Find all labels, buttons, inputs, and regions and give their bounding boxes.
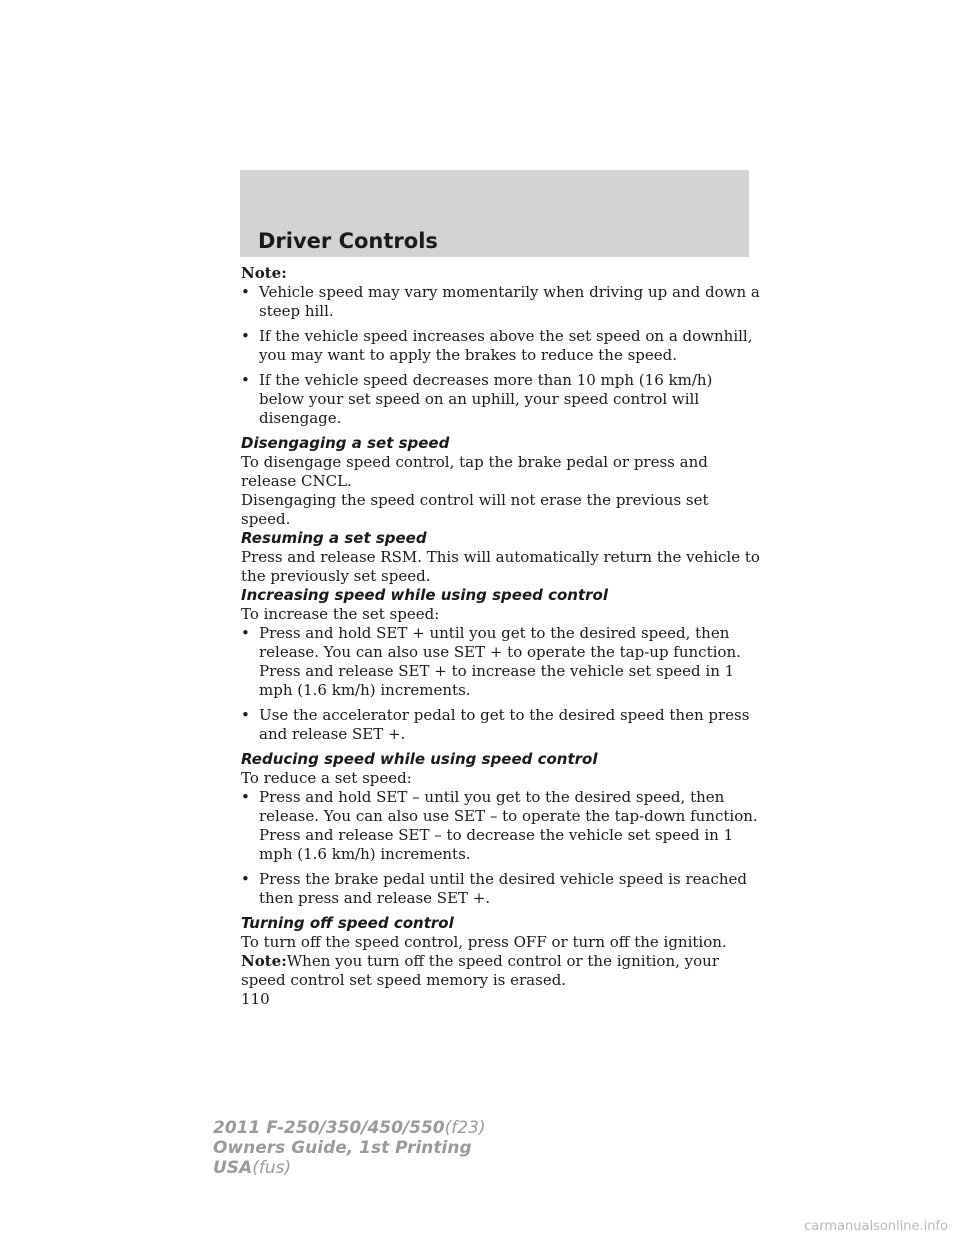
paragraph: To disengage speed control, tap the brake pedal or press and release CNCL. — [241, 453, 708, 490]
paragraph: To reduce a set speed: — [241, 769, 412, 787]
list-item — [241, 788, 761, 864]
note-label: Note: — [241, 952, 287, 970]
bullet-text: If the vehicle speed increases above the set speed on a downhill, you may want to apply the brakes to reduce the speed. — [259, 327, 753, 364]
heading-increasing: Increasing speed while using speed control — [241, 586, 608, 604]
footer-line-2: Owners Guide, 1st Printing — [213, 1138, 472, 1158]
bullet-text: Vehicle speed may vary momentarily when driving up and down a steep hill. — [259, 283, 760, 320]
bullet-icon: • — [241, 870, 250, 888]
list-item — [241, 371, 761, 428]
watermark: carmanualsonline.info — [804, 1219, 948, 1234]
footer-model: 2011 F-250/350/450/550 — [213, 1118, 445, 1138]
list-item — [241, 327, 761, 365]
bullet-text: Press and hold SET + until you get to the desired speed, then release. You can also use SET + to operate the tap-up function. Press and release SET + to increase the vehicle set speed in 1 mph (1.6 km/h) increments. — [259, 624, 741, 699]
bullet-icon: • — [241, 624, 250, 642]
bullet-icon: • — [241, 788, 250, 806]
heading-turning-off: Turning off speed control — [241, 914, 454, 932]
list-item — [241, 283, 761, 321]
footer-region-code: (fus) — [252, 1158, 292, 1178]
footer-model-code: (f23) — [444, 1118, 486, 1138]
footer-region: USA — [213, 1158, 253, 1178]
paragraph: Disengaging the speed control will not erase the previous set speed. — [241, 491, 709, 528]
bullet-text: If the vehicle speed decreases more than 10 mph (16 km/h) below your set speed on an uphill, your speed control will disengage. — [259, 371, 713, 427]
bullet-text: Press and hold SET – until you get to the desired speed, then release. You can also use SET – to operate the tap-down function. Press and release SET – to decrease the vehicle set speed in 1 mph (1.6 km/h) increments. — [259, 788, 758, 863]
heading-reducing: Reducing speed while using speed control — [241, 750, 598, 768]
footer-line-1 — [213, 1118, 486, 1138]
note-text: When you turn off the speed control or the ignition, your speed control set speed memory is erased. — [241, 952, 719, 989]
page-content — [241, 264, 761, 1009]
note-paragraph — [241, 952, 761, 990]
print-footer — [213, 1118, 486, 1178]
bullet-icon: • — [241, 371, 250, 389]
heading-resuming: Resuming a set speed — [241, 529, 427, 547]
paragraph: To turn off the speed control, press OFF or turn off the ignition. — [241, 933, 727, 951]
section-title: Driver Controls — [258, 229, 438, 253]
list-item — [241, 870, 761, 908]
list-item — [241, 706, 761, 744]
bullet-text: Use the accelerator pedal to get to the desired speed then press and release SET +. — [259, 706, 750, 743]
bullet-text: Press the brake pedal until the desired vehicle speed is reached then press and release SET +. — [259, 870, 747, 907]
page-number: 110 — [241, 990, 270, 1008]
section-header-band — [240, 170, 749, 257]
note-label: Note: — [241, 264, 287, 282]
bullet-icon: • — [241, 327, 250, 345]
bullet-icon: • — [241, 706, 250, 724]
list-item — [241, 624, 761, 700]
paragraph: To increase the set speed: — [241, 605, 440, 623]
paragraph: Press and release RSM. This will automatically return the vehicle to the previously set speed. — [241, 548, 760, 585]
footer-line-3 — [213, 1158, 486, 1178]
bullet-icon: • — [241, 283, 250, 301]
heading-disengaging: Disengaging a set speed — [241, 434, 450, 452]
